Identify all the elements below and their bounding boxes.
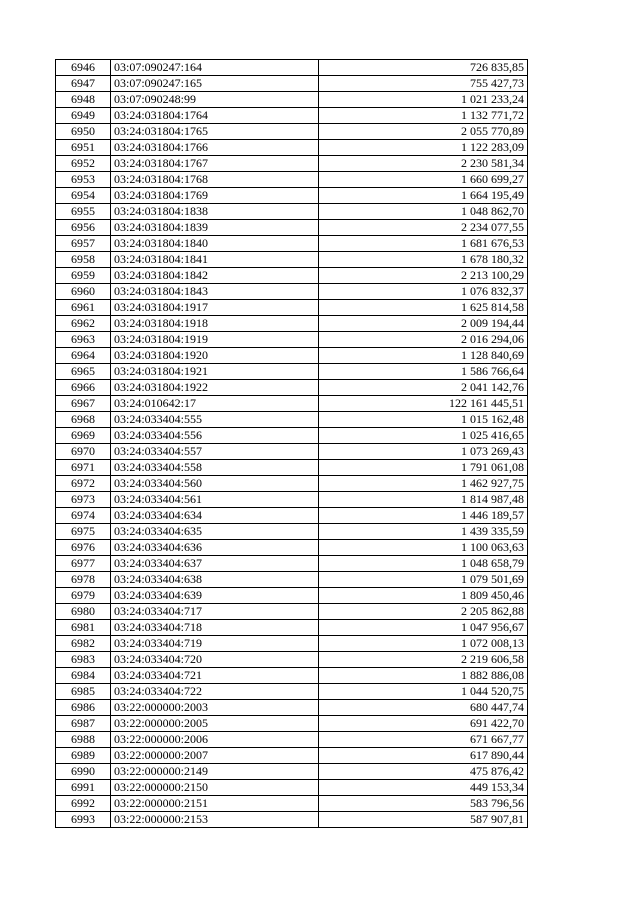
cadastral-number-cell: 03:24:033404:639 [111,588,319,604]
cadastral-number-cell: 03:22:000000:2007 [111,748,319,764]
table-row [56,268,528,284]
row-number-cell: 6990 [56,764,111,780]
table-row [56,60,528,76]
table-row [56,604,528,620]
cadastral-value-cell: 1 625 814,58 [319,300,528,316]
row-number-cell: 6960 [56,284,111,300]
table-row [56,348,528,364]
cadastral-number-cell: 03:24:033404:637 [111,556,319,572]
cadastral-value-cell: 2 041 142,76 [319,380,528,396]
cadastral-number-cell: 03:24:031804:1764 [111,108,319,124]
row-number-cell: 6964 [56,348,111,364]
cadastral-number-cell: 03:24:031804:1839 [111,220,319,236]
cadastral-number-cell: 03:22:000000:2005 [111,716,319,732]
cadastral-number-cell: 03:22:000000:2150 [111,780,319,796]
cadastral-value-cell: 449 153,34 [319,780,528,796]
cadastral-number-cell: 03:07:090248:99 [111,92,319,108]
cadastral-number-cell: 03:24:033404:722 [111,684,319,700]
row-number-cell: 6976 [56,540,111,556]
cadastral-value-cell: 1 122 283,09 [319,140,528,156]
table-row [56,364,528,380]
row-number-cell: 6979 [56,588,111,604]
row-number-cell: 6985 [56,684,111,700]
cadastral-number-cell: 03:24:031804:1840 [111,236,319,252]
row-number-cell: 6962 [56,316,111,332]
cadastral-number-cell: 03:22:000000:2006 [111,732,319,748]
table-row [56,188,528,204]
cadastral-number-cell: 03:24:031804:1917 [111,300,319,316]
cadastral-number-cell: 03:24:031804:1843 [111,284,319,300]
row-number-cell: 6987 [56,716,111,732]
table-row [56,140,528,156]
row-number-cell: 6977 [56,556,111,572]
table-row [56,748,528,764]
row-number-cell: 6965 [56,364,111,380]
row-number-cell: 6993 [56,812,111,828]
row-number-cell: 6968 [56,412,111,428]
cadastral-value-cell: 1 660 699,27 [319,172,528,188]
table-row [56,300,528,316]
cadastral-number-cell: 03:24:031804:1767 [111,156,319,172]
cadastral-number-cell: 03:24:031804:1765 [111,124,319,140]
table-row [56,444,528,460]
row-number-cell: 6946 [56,60,111,76]
cadastral-value-cell: 1 882 886,08 [319,668,528,684]
cadastral-number-cell: 03:24:031804:1768 [111,172,319,188]
cadastral-value-cell: 587 907,81 [319,812,528,828]
cadastral-number-cell: 03:22:000000:2149 [111,764,319,780]
row-number-cell: 6971 [56,460,111,476]
table-row [56,284,528,300]
cadastral-value-cell: 680 447,74 [319,700,528,716]
row-number-cell: 6978 [56,572,111,588]
cadastral-number-cell: 03:24:033404:719 [111,636,319,652]
cadastral-value-cell: 1 791 061,08 [319,460,528,476]
table-row [56,636,528,652]
cadastral-value-cell: 1 664 195,49 [319,188,528,204]
row-number-cell: 6992 [56,796,111,812]
row-number-cell: 6982 [56,636,111,652]
cadastral-value-cell: 1 814 987,48 [319,492,528,508]
table-row [56,76,528,92]
cadastral-number-cell: 03:24:033404:555 [111,412,319,428]
table-row [56,684,528,700]
row-number-cell: 6975 [56,524,111,540]
row-number-cell: 6983 [56,652,111,668]
cadastral-value-cell: 617 890,44 [319,748,528,764]
cadastral-number-cell: 03:24:031804:1841 [111,252,319,268]
row-number-cell: 6954 [56,188,111,204]
table-row [56,316,528,332]
row-number-cell: 6952 [56,156,111,172]
cadastral-value-cell: 1 446 189,57 [319,508,528,524]
table-row [56,492,528,508]
cadastral-number-cell: 03:24:031804:1842 [111,268,319,284]
row-number-cell: 6967 [56,396,111,412]
table-row [56,380,528,396]
table-row [56,204,528,220]
row-number-cell: 6958 [56,252,111,268]
cadastral-number-cell: 03:24:033404:636 [111,540,319,556]
row-number-cell: 6951 [56,140,111,156]
cadastral-value-table [55,59,528,828]
cadastral-value-cell: 2 234 077,55 [319,220,528,236]
cadastral-number-cell: 03:24:033404:720 [111,652,319,668]
cadastral-number-cell: 03:24:031804:1921 [111,364,319,380]
cadastral-value-cell: 1 132 771,72 [319,108,528,124]
cadastral-number-cell: 03:24:031804:1769 [111,188,319,204]
row-number-cell: 6956 [56,220,111,236]
row-number-cell: 6950 [56,124,111,140]
cadastral-number-cell: 03:24:033404:561 [111,492,319,508]
table-row [56,700,528,716]
table-row [56,812,528,828]
cadastral-value-cell: 2 055 770,89 [319,124,528,140]
table-row [56,668,528,684]
row-number-cell: 6972 [56,476,111,492]
cadastral-number-cell: 03:22:000000:2151 [111,796,319,812]
cadastral-number-cell: 03:24:031804:1918 [111,316,319,332]
cadastral-number-cell: 03:24:033404:560 [111,476,319,492]
cadastral-number-cell: 03:24:033404:721 [111,668,319,684]
cadastral-number-cell: 03:24:031804:1920 [111,348,319,364]
row-number-cell: 6955 [56,204,111,220]
cadastral-value-cell: 2 016 294,06 [319,332,528,348]
table-row [56,652,528,668]
cadastral-value-cell: 1 015 162,48 [319,412,528,428]
table-row [56,108,528,124]
cadastral-number-cell: 03:24:031804:1838 [111,204,319,220]
cadastral-number-cell: 03:22:000000:2153 [111,812,319,828]
cadastral-number-cell: 03:24:033404:717 [111,604,319,620]
row-number-cell: 6959 [56,268,111,284]
cadastral-value-cell: 1 072 008,13 [319,636,528,652]
cadastral-value-cell: 1 048 862,70 [319,204,528,220]
table-row [56,556,528,572]
table-row [56,460,528,476]
row-number-cell: 6947 [56,76,111,92]
row-number-cell: 6966 [56,380,111,396]
table-row [56,796,528,812]
cadastral-value-cell: 671 667,77 [319,732,528,748]
cadastral-value-cell: 1 076 832,37 [319,284,528,300]
table-row [56,780,528,796]
cadastral-value-cell: 1 044 520,75 [319,684,528,700]
cadastral-number-cell: 03:24:033404:557 [111,444,319,460]
cadastral-value-cell: 2 213 100,29 [319,268,528,284]
cadastral-value-cell: 691 422,70 [319,716,528,732]
row-number-cell: 6989 [56,748,111,764]
table-row [56,92,528,108]
cadastral-value-cell: 1 809 450,46 [319,588,528,604]
row-number-cell: 6949 [56,108,111,124]
cadastral-number-cell: 03:22:000000:2003 [111,700,319,716]
table-row [56,508,528,524]
cadastral-number-cell: 03:24:033404:558 [111,460,319,476]
cadastral-value-cell: 1 073 269,43 [319,444,528,460]
cadastral-value-cell: 2 230 581,34 [319,156,528,172]
cadastral-value-cell: 2 219 606,58 [319,652,528,668]
row-number-cell: 6973 [56,492,111,508]
row-number-cell: 6991 [56,780,111,796]
table-row [56,476,528,492]
table-row [56,412,528,428]
cadastral-number-cell: 03:24:033404:634 [111,508,319,524]
table-row [56,540,528,556]
cadastral-number-cell: 03:07:090247:164 [111,60,319,76]
cadastral-value-cell: 1 047 956,67 [319,620,528,636]
cadastral-number-cell: 03:24:033404:638 [111,572,319,588]
table-row [56,124,528,140]
table-row [56,332,528,348]
table-row [56,172,528,188]
cadastral-number-cell: 03:07:090247:165 [111,76,319,92]
row-number-cell: 6970 [56,444,111,460]
cadastral-value-cell: 1 100 063,63 [319,540,528,556]
cadastral-value-cell: 475 876,42 [319,764,528,780]
table-row [56,252,528,268]
table-row [56,716,528,732]
cadastral-number-cell: 03:24:031804:1919 [111,332,319,348]
cadastral-value-cell: 1 025 416,65 [319,428,528,444]
row-number-cell: 6974 [56,508,111,524]
cadastral-value-cell: 2 009 194,44 [319,316,528,332]
table-body [56,60,528,828]
row-number-cell: 6953 [56,172,111,188]
cadastral-number-cell: 03:24:033404:635 [111,524,319,540]
row-number-cell: 6980 [56,604,111,620]
row-number-cell: 6984 [56,668,111,684]
cadastral-number-cell: 03:24:033404:556 [111,428,319,444]
row-number-cell: 6986 [56,700,111,716]
row-number-cell: 6969 [56,428,111,444]
cadastral-number-cell: 03:24:010642:17 [111,396,319,412]
table-row [56,396,528,412]
cadastral-number-cell: 03:24:033404:718 [111,620,319,636]
table-row [56,156,528,172]
table-row [56,572,528,588]
cadastral-number-cell: 03:24:031804:1766 [111,140,319,156]
table-row [56,236,528,252]
cadastral-number-cell: 03:24:031804:1922 [111,380,319,396]
cadastral-value-cell: 1 439 335,59 [319,524,528,540]
row-number-cell: 6948 [56,92,111,108]
table-row [56,620,528,636]
cadastral-value-cell: 1 681 676,53 [319,236,528,252]
row-number-cell: 6963 [56,332,111,348]
table-row [56,524,528,540]
cadastral-value-cell: 755 427,73 [319,76,528,92]
cadastral-value-cell: 2 205 862,88 [319,604,528,620]
cadastral-value-cell: 1 079 501,69 [319,572,528,588]
table-row [56,428,528,444]
cadastral-value-cell: 1 586 766,64 [319,364,528,380]
cadastral-value-cell: 1 128 840,69 [319,348,528,364]
row-number-cell: 6957 [56,236,111,252]
row-number-cell: 6981 [56,620,111,636]
cadastral-value-cell: 1 048 658,79 [319,556,528,572]
table-row [56,764,528,780]
cadastral-value-cell: 726 835,85 [319,60,528,76]
table-row [56,588,528,604]
row-number-cell: 6988 [56,732,111,748]
cadastral-value-cell: 1 462 927,75 [319,476,528,492]
cadastral-value-cell: 1 021 233,24 [319,92,528,108]
cadastral-value-cell: 122 161 445,51 [319,396,528,412]
row-number-cell: 6961 [56,300,111,316]
table-row [56,220,528,236]
cadastral-value-cell: 1 678 180,32 [319,252,528,268]
cadastral-value-cell: 583 796,56 [319,796,528,812]
table-row [56,732,528,748]
